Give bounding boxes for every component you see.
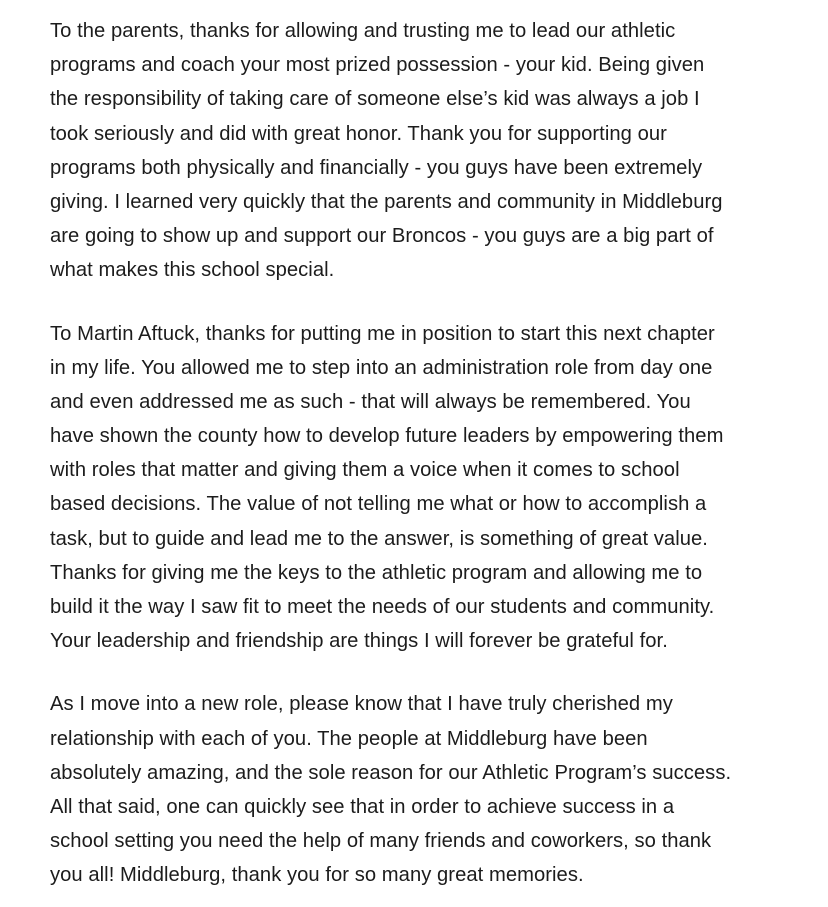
text-line: task, but to guide and lead me to the answer, is something of great value. bbox=[50, 527, 708, 550]
text-line: To the parents, thanks for allowing and trusting me to lead our athletic bbox=[50, 20, 676, 42]
text-line: took seriously and did with great honor. Thank you for supporting our bbox=[50, 122, 667, 145]
text-line: programs both physically and financially - you guys have been extremely bbox=[50, 156, 703, 179]
letter-body bbox=[50, 14, 790, 893]
text-line: Thanks for giving me the keys to the athletic program and allowing me to bbox=[50, 561, 703, 584]
text-line: absolutely amazing, and the sole reason for our Athletic Program’s success. bbox=[50, 761, 732, 784]
paragraph-parents bbox=[50, 14, 790, 288]
text-line: giving. I learned very quickly that the parents and community in Middleburg bbox=[50, 190, 723, 213]
text-line: are going to show up and support our Broncos - you guys are a big part of bbox=[50, 225, 714, 248]
text-line: have shown the county how to develop future leaders by empowering them bbox=[50, 425, 724, 448]
text-line: build it the way I saw fit to meet the needs of our students and community. bbox=[50, 596, 715, 618]
text-line: you all! Middleburg, thank you for so many great memories. bbox=[50, 864, 584, 887]
text-line: relationship with each of you. The people at Middleburg have been bbox=[50, 727, 648, 750]
paragraph-closing bbox=[50, 687, 790, 892]
text-line: Your leadership and friendship are things I will forever be grateful for. bbox=[50, 630, 668, 653]
text-line: To Martin Aftuck, thanks for putting me in position to start this next chapter bbox=[50, 322, 715, 345]
text-line: with roles that matter and giving them a voice when it comes to school bbox=[50, 459, 680, 482]
text-line: the responsibility of taking care of someone else’s kid was always a job I bbox=[50, 88, 700, 111]
text-line: All that said, one can quickly see that in order to achieve success in a bbox=[50, 795, 675, 818]
text-line: programs and coach your most prized possession - your kid. Being given bbox=[50, 54, 705, 77]
paragraph-martin-aftuck bbox=[50, 317, 790, 659]
text-line: school setting you need the help of many friends and coworkers, so thank bbox=[50, 830, 712, 853]
text-line: As I move into a new role, please know that I have truly cherished my bbox=[50, 693, 673, 716]
text-line: based decisions. The value of not telling me what or how to accomplish a bbox=[50, 493, 707, 516]
text-line: and even addressed me as such - that will always be remembered. You bbox=[50, 390, 691, 413]
text-line: what makes this school special. bbox=[50, 259, 335, 282]
text-line: in my life. You allowed me to step into an administration role from day one bbox=[50, 356, 713, 379]
